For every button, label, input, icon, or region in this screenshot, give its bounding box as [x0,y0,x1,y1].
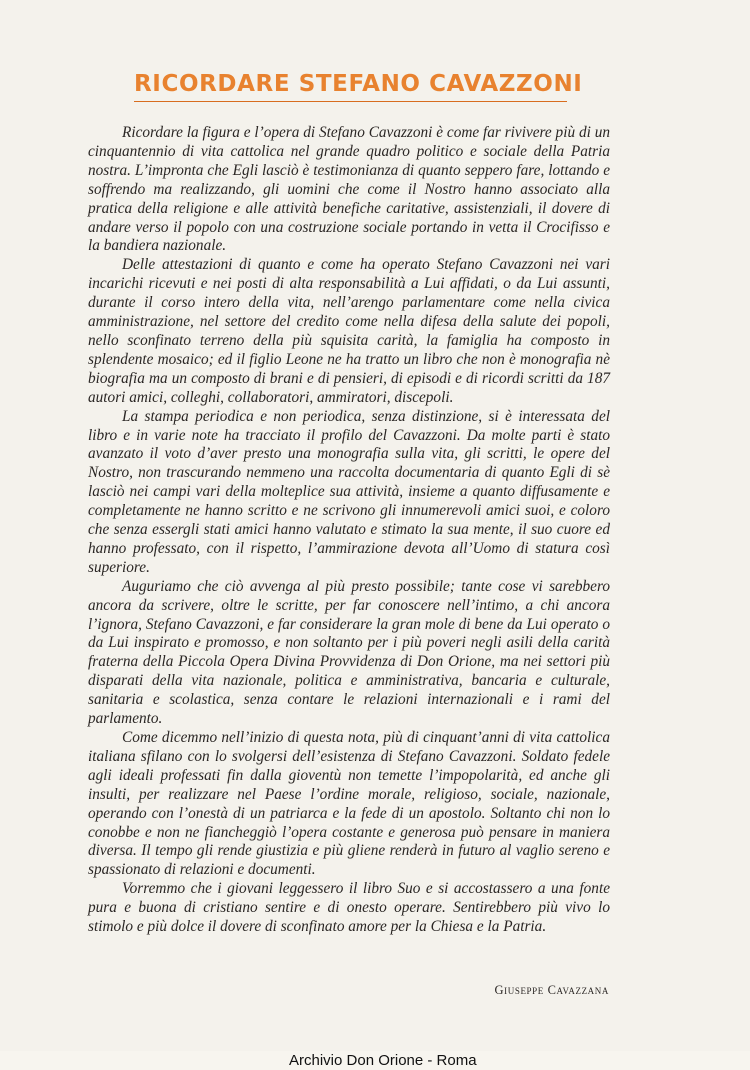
paragraph-3: La stampa periodica e non periodica, senza distinzione, si è interessata del libro e in varie note ha tracciato il profilo del Cavazzoni. Da molte parti è stato avanzato il voto d’aver presto una monografia sulla vita, gli scritti, le opere del Nostro, non trascurando nemmeno una raccolta documentaria di quanto Egli di sè lasciò nei campi vari della molteplice sua attività, insieme a quanto diffusamente e completamente ne hanno scritto e ne scrivono gli innumerevoli amici suoi, e coloro che senza essergli stati amici hanno valutato e stimato la sua mente, il suo cuore ed hanno professato, con il rispetto, l’ammirazione devota all’Uomo di statura così superiore. [88,407,610,576]
page-title: RICORDARE STEFANO CAVAZZONI [134,71,583,97]
paragraph-6: Vorremmo che i giovani leggessero il libro Suo e si accostassero a una fonte pura e buona di cristiano sentire e di onesto operare. Sentirebbero più vivo lo stimolo e più dolce il dovere di sconfinato amore per la Chiesa e la Patria. [88,880,610,936]
article-body [88,124,610,937]
paragraph-1: Ricordare la figura e l’opera di Stefano Cavazzoni è come far rivivere più di un cinquantennio di vita cattolica nel grande quadro politico e sociale della Patria nostra. L’impronta che Egli lasciò è testimonianza di quanto seppero fare, lottando e soffrendo ma realizzando, gli uomini che come il Nostro hanno associato alla pratica della religione e alle attività benefiche caritative, assistenziali, il dovere di andare verso il popolo con una costruzione sociale portando in vetta il Crocifisso e la bandiera nazionale. [88,124,610,255]
paragraph-5: Come dicemmo nell’inizio di questa nota, più di cinquant’anni di vita cattolica italiana sfilano con lo svolgersi dell’esistenza di Stefano Cavazzoni. Soldato fedele agli ideali professati fin dalla gioventù non temette l’impopolarità, ed anche gli insulti, per realizzare nel Paese l’ordine morale, religioso, sociale, nazionale, operando con l’onestà di un patriarca e la fede di un apostolo. Soltanto chi non lo conobbe e non ne fiancheggiò l’opera costante e generosa può pensare in maniera diversa. Il tempo gli rende giustizia e più gliene renderà in futuro al vaglio sereno e spassionato di relazioni e documenti. [88,729,610,879]
paragraph-4: Auguriamo che ciò avvenga al più presto possibile; tante cose vi sarebbero ancora da scrivere, oltre le scritte, per far conoscere nell’intimo, a chi ancora l’ignora, Stefano Cavazzoni, e far considerare la gran mole di bene da Lui operato o da Lui inspirato e promosso, e non soltanto per i più poveri negli asili della carità fraterna della Piccola Opera Divina Provvidenza di Don Orione, ma nei settori più disparati della vita nazionale, politica e amministrativa, bancaria e culturale, sanitaria e scolastica, senza contare le relazioni internazionali e i rami del parlamento. [88,577,610,728]
archive-footer [0,1051,750,1070]
paragraph-2: Delle attestazioni di quanto e come ha operato Stefano Cavazzoni nei vari incarichi ricevuti e nei posti di alta responsabilità a Lui affidati, o da Lui assunti, durante il corso intero della vita, nell’arengo parlamentare come nella civica amministrazione, nel settore del credito come nella difesa della salute dei popoli, nello sconfinato terreno della più squisita carità, la famiglia ha composto in splendente mosaico; ed il figlio Leone ne ha tratto un libro che non è monografia nè biografia ma un composto di brani e di pensieri, di episodi e di ricordi scritti da 187 autori amici, colleghi, collaboratori, ammiratori, discepoli. [88,256,610,406]
footer-label: Archivio Don Orione - Roma [289,1052,477,1069]
title-block [134,70,583,102]
title-underline [134,101,567,102]
author-signature: Giuseppe Cavazzana [494,983,609,997]
